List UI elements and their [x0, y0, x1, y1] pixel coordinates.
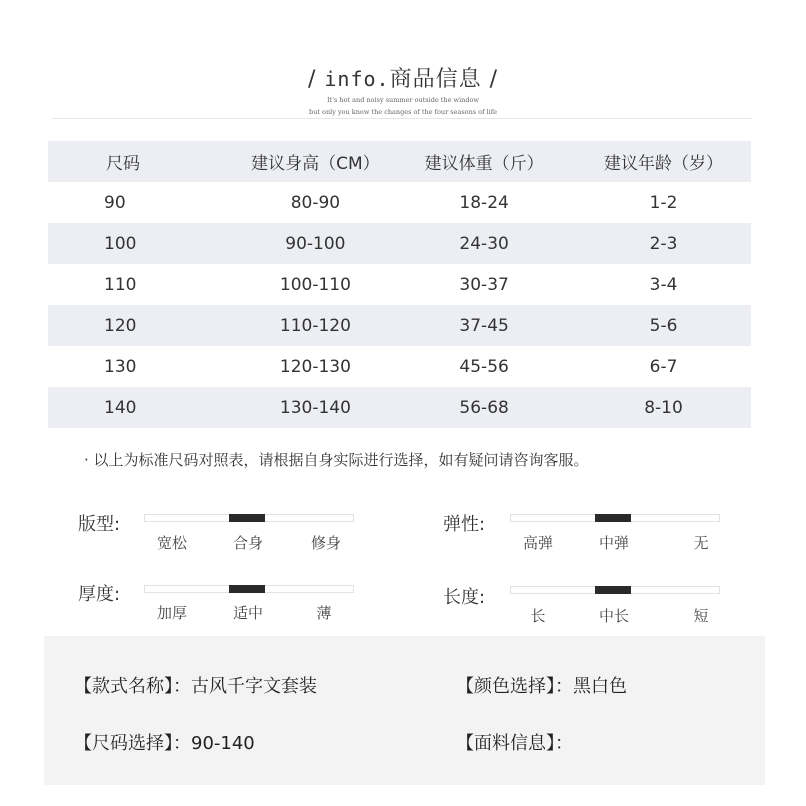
title-suffix: /: [481, 67, 499, 92]
section-subtitle-2: but only you know the changes of the four seasons of life: [309, 108, 497, 116]
cell-size: 110: [104, 274, 137, 295]
cell-size: 120: [104, 315, 137, 336]
cell-height: 110-120: [279, 315, 351, 336]
table-row: [48, 387, 751, 428]
attr-length: [443, 583, 733, 633]
attr-thickness: [78, 580, 368, 630]
attr-fit-marker: [229, 514, 265, 522]
cell-weight: 30-37: [459, 274, 509, 295]
table-row: [48, 346, 751, 387]
cell-age: 5-6: [649, 315, 678, 336]
header-size: 尺码: [106, 154, 140, 174]
cell-weight: 18-24: [459, 192, 509, 213]
attr-fit-option: 合身: [232, 534, 263, 552]
size-chart-table: [48, 141, 751, 428]
cell-age: 6-7: [649, 356, 678, 377]
attr-length-option: 长: [530, 607, 546, 625]
attr-elasticity-option: 高弹: [522, 534, 553, 552]
title-prefix: /: [307, 67, 325, 92]
cell-weight: 24-30: [459, 233, 509, 254]
header-age: 建议年龄（岁）: [604, 154, 724, 174]
attr-elasticity-option: 无: [693, 534, 709, 552]
attr-elasticity-label: 弹性:: [443, 514, 486, 535]
attr-thickness-option: 加厚: [156, 604, 187, 622]
table-header-row: [48, 141, 751, 182]
table-row: [48, 305, 751, 346]
cell-height: 100-110: [279, 274, 351, 295]
title-en: info.: [324, 67, 390, 91]
attr-length-marker: [595, 586, 631, 594]
attr-fit-option: 修身: [310, 534, 341, 552]
title-cn: 商品信息: [389, 67, 482, 92]
attr-length-option: 中长: [598, 607, 629, 625]
cell-weight: 56-68: [459, 397, 509, 418]
cell-height: 90-100: [285, 233, 346, 254]
cell-size: 140: [104, 397, 137, 418]
table-row: [48, 264, 751, 305]
cell-weight: 37-45: [459, 315, 509, 336]
cell-size: 100: [104, 233, 137, 254]
attr-elasticity-marker: [595, 514, 631, 522]
attr-thickness-marker: [229, 585, 265, 593]
cell-age: 1-2: [649, 192, 678, 213]
attr-thickness-option: 薄: [316, 604, 332, 622]
table-row: [48, 223, 751, 264]
cell-age: 8-10: [644, 397, 683, 418]
attr-elasticity-option: 中弹: [598, 534, 629, 552]
product-info-panel: [44, 636, 765, 785]
cell-weight: 45-56: [459, 356, 509, 377]
size-select: 【尺码选择】：90-140: [74, 733, 255, 754]
table-row: [48, 182, 751, 223]
cell-age: 2-3: [649, 233, 678, 254]
attr-thickness-option: 适中: [232, 604, 263, 622]
cell-height: 130-140: [279, 397, 351, 418]
cell-size: 90: [104, 192, 126, 213]
section-header: [0, 62, 806, 117]
attr-thickness-label: 厚度:: [78, 584, 121, 605]
size-note: · 以上为标准尺码对照表，请根据自身实际进行选择，如有疑问请咨询客服。: [84, 451, 589, 469]
cell-age: 3-4: [649, 274, 678, 295]
section-title: [0, 62, 806, 93]
attr-fit: [78, 510, 368, 560]
style-name: 【款式名称】：古风千字文套装: [74, 676, 317, 697]
attr-length-option: 短: [693, 607, 709, 625]
attr-fit-label: 版型:: [78, 514, 121, 535]
header-height: 建议身高（CM）: [251, 154, 380, 174]
fabric-info: 【面料信息】：: [456, 733, 573, 754]
attr-length-label: 长度:: [443, 587, 486, 608]
color-select: 【颜色选择】：黑白色: [456, 676, 627, 697]
header-weight: 建议体重（斤）: [424, 154, 544, 174]
cell-height: 80-90: [290, 192, 341, 213]
attr-elasticity: [443, 510, 733, 560]
section-subtitle-1: It's hot and noisy summer outside the window: [327, 96, 479, 104]
cell-size: 130: [104, 356, 137, 377]
cell-height: 120-130: [279, 356, 351, 377]
header-divider: [52, 118, 752, 119]
attr-fit-option: 宽松: [156, 534, 187, 552]
